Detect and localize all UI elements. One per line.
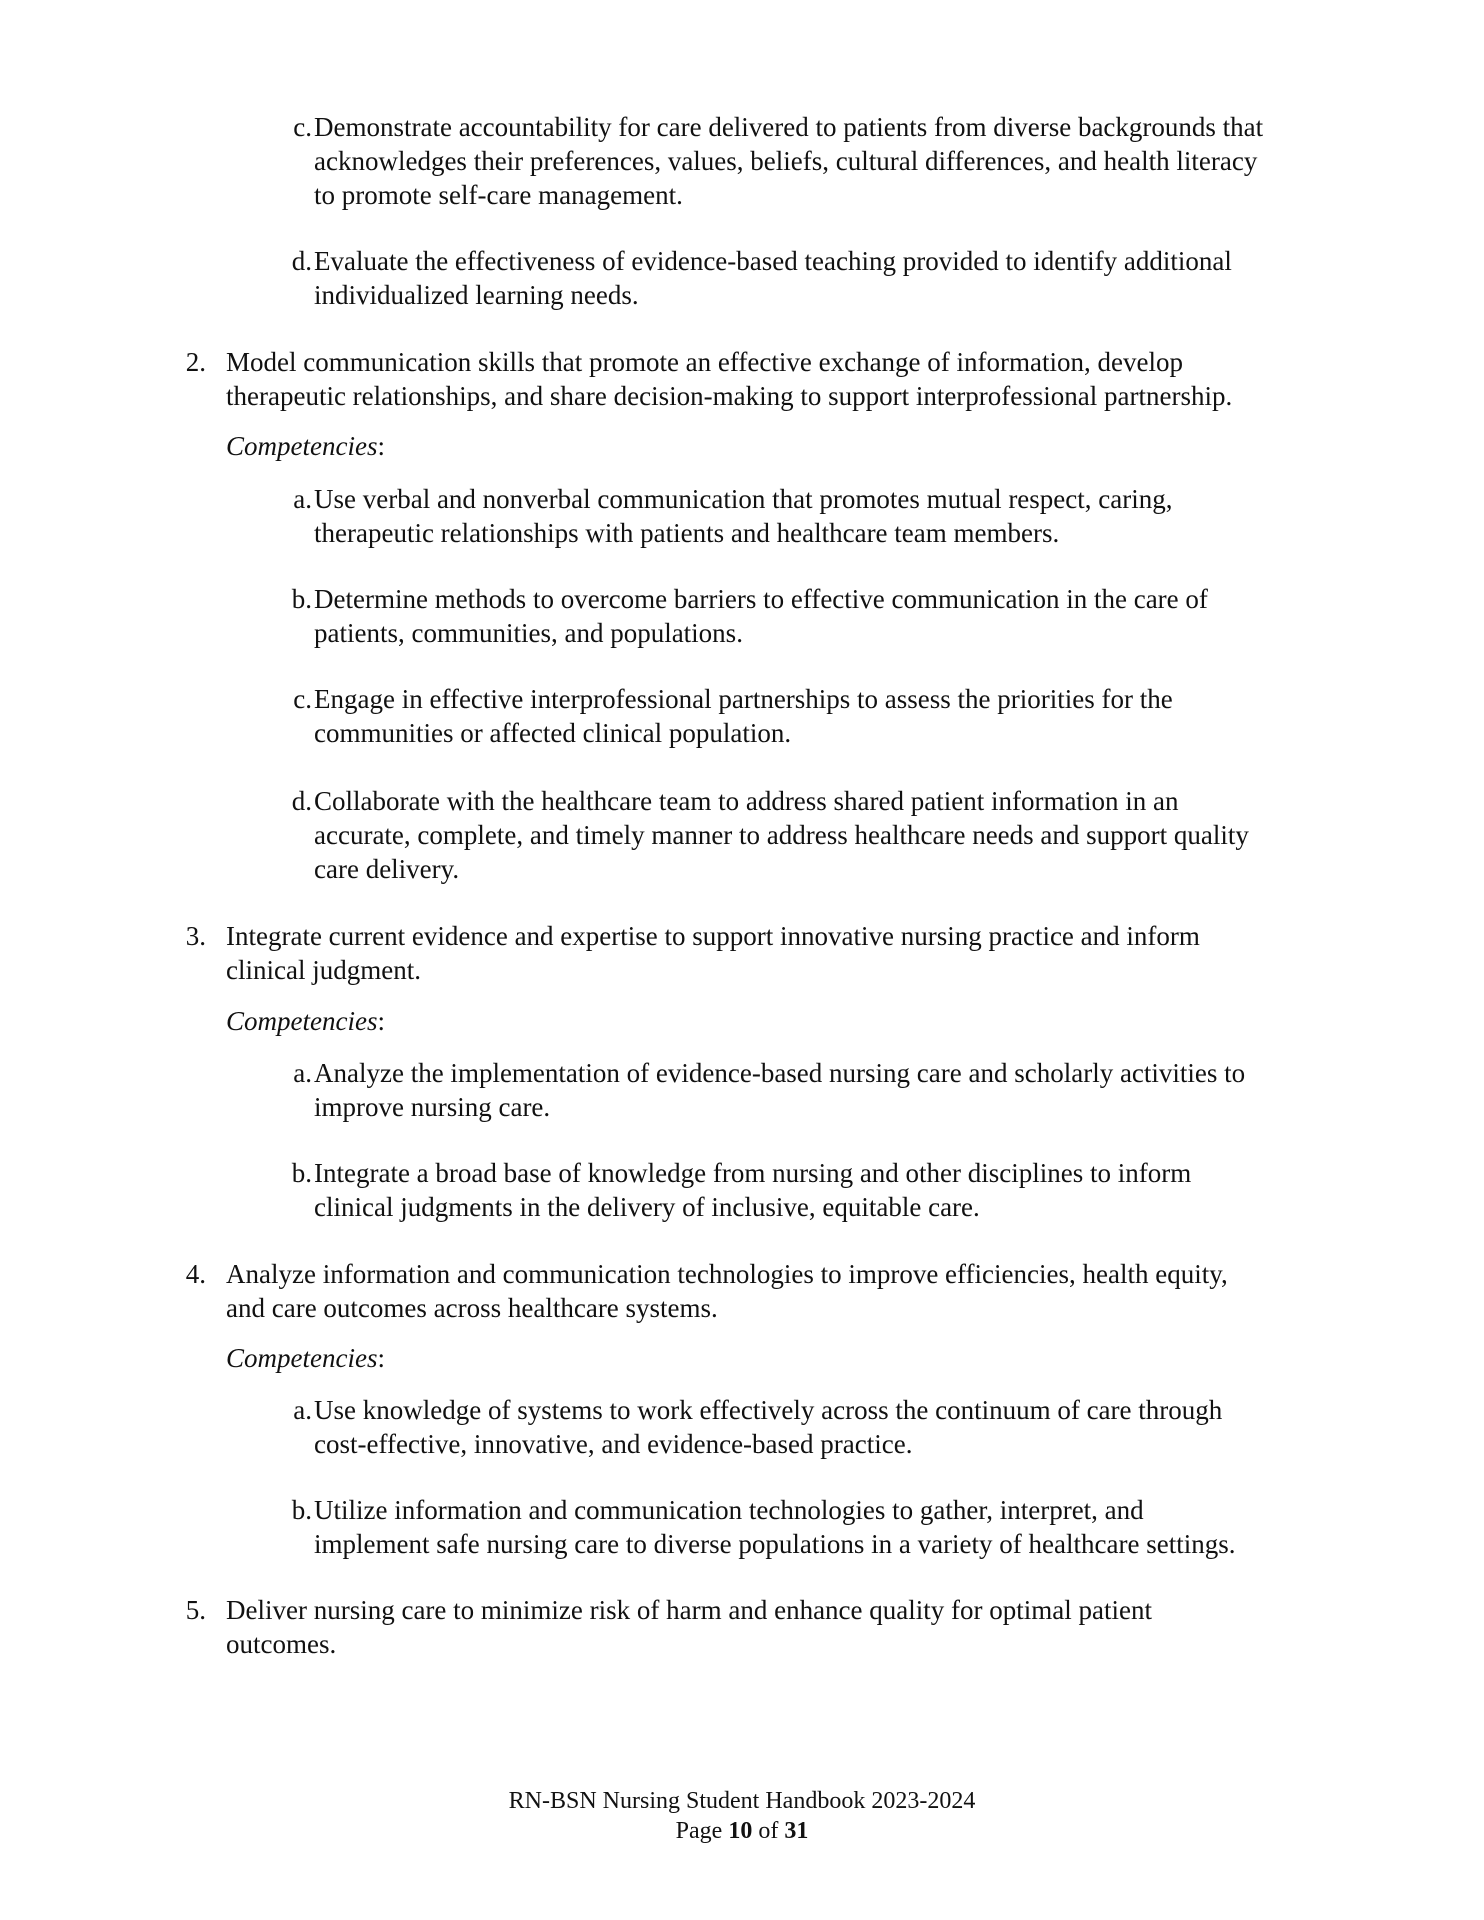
text-line: Collaborate with the healthcare team to address shared patient information in an (314, 786, 1179, 816)
competencies-label: Competencies: (226, 1006, 385, 1036)
outcome-text (226, 1593, 1336, 1661)
competency-text (314, 682, 1374, 750)
text-line: Deliver nursing care to minimize risk of harm and enhance quality for optimal patient (226, 1595, 1152, 1625)
list-marker: a. (293, 484, 312, 514)
text-line: Demonstrate accountability for care delivered to patients from diverse backgrounds that (314, 112, 1264, 142)
competency-text (314, 784, 1374, 886)
text-line: care delivery. (314, 854, 460, 884)
text-line: Analyze the implementation of evidence-based nursing care and scholarly activities to (314, 1058, 1246, 1088)
text-line: clinical judgments in the delivery of inclusive, equitable care. (314, 1192, 980, 1222)
text-line: Integrate a broad base of knowledge from nursing and other disciplines to inform (314, 1158, 1192, 1188)
text-line: Determine methods to overcome barriers to effective communication in the care of (314, 584, 1208, 614)
list-number: 5. (185, 1595, 206, 1625)
list-marker: c. (293, 112, 312, 142)
list-marker: b. (291, 1158, 312, 1188)
text-line: outcomes. (226, 1629, 337, 1659)
competency-text (314, 1056, 1374, 1124)
competency-text (314, 1156, 1374, 1224)
list-number: 4. (185, 1259, 206, 1289)
list-marker: d. (291, 786, 312, 816)
competencies-label: Competencies: (226, 431, 385, 461)
text-line: Integrate current evidence and expertise to support innovative nursing practice and inform (226, 921, 1200, 951)
text-line: Use verbal and nonverbal communication that promotes mutual respect, caring, (314, 484, 1173, 514)
outcome-text (226, 345, 1336, 413)
footer-title: RN-BSN Nursing Student Handbook 2023-2024 (508, 1788, 976, 1814)
text-line: improve nursing care. (314, 1092, 551, 1122)
list-number: 3. (185, 921, 206, 951)
page-indicator: Page 10 of 31 (675, 1818, 809, 1844)
page-footer (0, 1786, 1484, 1846)
text-line: individualized learning needs. (314, 280, 639, 310)
list-marker: b. (291, 584, 312, 614)
text-line: and care outcomes across healthcare systems. (226, 1293, 718, 1323)
competency-text (314, 110, 1374, 212)
outcome-text (226, 919, 1336, 987)
text-line: Evaluate the effectiveness of evidence-based teaching provided to identify additional (314, 246, 1232, 276)
text-line: patients, communities, and populations. (314, 618, 743, 648)
text-line: accurate, complete, and timely manner to address healthcare needs and support quality (314, 820, 1249, 850)
outcome-text (226, 1257, 1336, 1325)
text-line: implement safe nursing care to diverse populations in a variety of healthcare settings. (314, 1529, 1236, 1559)
text-line: Analyze information and communication technologies to improve efficiencies, health equity, (226, 1259, 1228, 1289)
list-marker: a. (293, 1395, 312, 1425)
list-marker: b. (291, 1495, 312, 1525)
competency-text (314, 582, 1374, 650)
text-line: cost-effective, innovative, and evidence-based practice. (314, 1429, 913, 1459)
text-line: clinical judgment. (226, 955, 421, 985)
text-line: Use knowledge of systems to work effectively across the continuum of care through (314, 1395, 1223, 1425)
text-line: Utilize information and communication technologies to gather, interpret, and (314, 1495, 1144, 1525)
text-line: to promote self-care management. (314, 180, 683, 210)
competency-text (314, 1393, 1374, 1461)
text-line: communities or affected clinical population. (314, 718, 792, 748)
list-marker: c. (293, 684, 312, 714)
list-marker: a. (293, 1058, 312, 1088)
text-line: therapeutic relationships, and share decision-making to support interprofessional partnership. (226, 381, 1233, 411)
text-line: Model communication skills that promote an effective exchange of information, develop (226, 347, 1183, 377)
competency-text (314, 1493, 1374, 1561)
competency-text (314, 244, 1374, 312)
competency-text (314, 482, 1374, 550)
competencies-label: Competencies: (226, 1343, 385, 1373)
text-line: therapeutic relationships with patients and healthcare team members. (314, 518, 1060, 548)
text-line: acknowledges their preferences, values, beliefs, cultural differences, and health literacy (314, 146, 1258, 176)
page-number: 10 (728, 1818, 753, 1844)
page-total: 31 (784, 1818, 809, 1844)
list-number: 2. (185, 347, 206, 377)
list-marker: d. (291, 246, 312, 276)
text-line: Engage in effective interprofessional partnerships to assess the priorities for the (314, 684, 1173, 714)
